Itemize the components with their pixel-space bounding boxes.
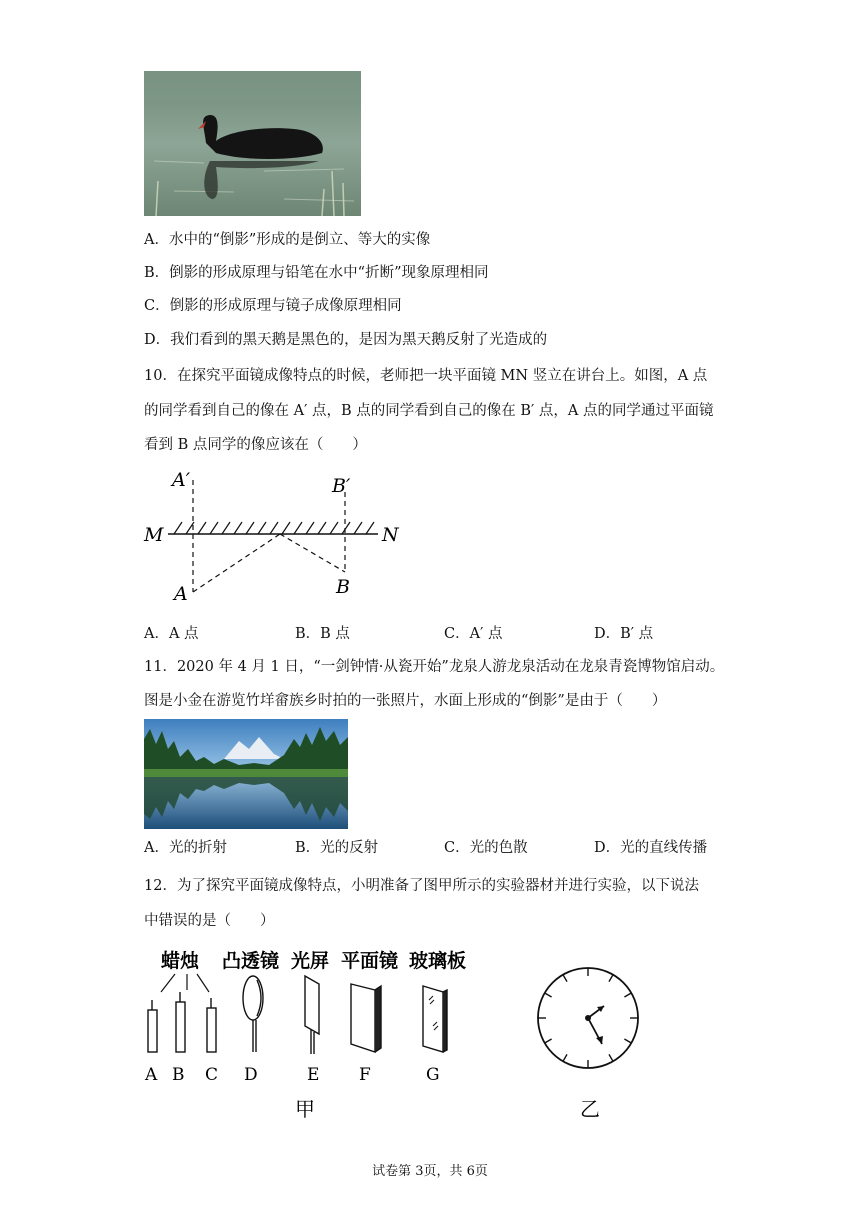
label-a-prime: A′	[172, 469, 191, 491]
label-a: A	[174, 583, 188, 605]
q9-option-c: C．倒影的形成原理与镜子成像原理相同	[144, 298, 402, 314]
letter-b: B	[172, 1065, 185, 1085]
candle-c	[207, 1008, 216, 1052]
q11-line-2: 图是小金在游览竹垟畲族乡时拍的一张照片，水面上形成的“倒影”是由于（ ）	[144, 693, 667, 709]
q9-option-d: D．我们看到的黑天鹅是黑色的，是因为黑天鹅反射了光造成的	[144, 332, 548, 348]
candle-b	[176, 1002, 185, 1052]
light-screen	[305, 976, 319, 1054]
black-swan-photo	[144, 71, 361, 216]
letter-d: D	[244, 1065, 258, 1085]
clock-figure	[538, 968, 638, 1068]
caption-jia: 甲	[295, 1097, 315, 1121]
letter-g: G	[426, 1065, 440, 1085]
letter-f: F	[359, 1065, 371, 1085]
label-screen: 光屏	[291, 950, 330, 972]
label-plane-mirror: 平面镜	[341, 950, 399, 972]
q10-option-c: C．A′ 点	[444, 626, 503, 642]
q10-option-a: A．A 点	[144, 626, 199, 642]
mirror-diagram	[140, 462, 410, 607]
label-b-prime: B′	[332, 475, 351, 497]
letter-c: C	[205, 1065, 219, 1085]
q11-line-1: 11．2020 年 4 月 1 日，“一剑钟情·从瓷开始”龙泉人游龙泉活动在龙泉青瓷博物馆启动。	[144, 659, 725, 675]
lake-reflection-photo	[144, 719, 348, 829]
q11-option-d: D．光的直线传播	[594, 840, 708, 856]
label-convex-lens: 凸透镜	[222, 950, 280, 972]
label-glass-plate: 玻璃板	[409, 950, 467, 972]
label-m: M	[144, 524, 164, 546]
equipment-figure	[135, 940, 655, 1125]
label-candle: 蜡烛	[161, 950, 200, 972]
q11-option-a: A．光的折射	[144, 840, 227, 856]
q12-line-2: 中错误的是（ ）	[144, 913, 275, 929]
letter-a: A	[145, 1065, 158, 1085]
q11-option-b: B．光的反射	[295, 840, 379, 856]
q10-option-d: D．B′ 点	[594, 626, 654, 642]
q10-line-1: 10．在探究平面镜成像特点的时候，老师把一块平面镜 MN 竖立在讲台上。如图，A 点	[144, 368, 708, 384]
letter-e: E	[307, 1065, 320, 1085]
q11-option-c: C．光的色散	[444, 840, 528, 856]
label-b: B	[336, 576, 350, 598]
convex-lens	[243, 976, 263, 1052]
page-footer: 试卷第 3页，共 6页	[372, 1164, 488, 1179]
plane-mirror	[351, 984, 381, 1052]
q10-line-3: 看到 B 点同学的像应该在（ ）	[144, 437, 367, 453]
q12-line-1: 12．为了探究平面镜成像特点，小明准备了图甲所示的实验器材并进行实验，以下说法	[144, 878, 699, 894]
candle-a	[148, 1010, 157, 1052]
q9-option-b: B．倒影的形成原理与铅笔在水中“折断”现象原理相同	[144, 265, 489, 281]
q10-option-b: B．B 点	[295, 626, 350, 642]
label-n: N	[382, 524, 399, 546]
glass-plate	[423, 986, 447, 1052]
q10-line-2: 的同学看到自己的像在 A′ 点，B 点的同学看到自己的像在 B′ 点，A 点的同学通过平面镜	[144, 403, 714, 419]
caption-yi: 乙	[580, 1097, 600, 1121]
q9-option-a: A．水中的“倒影”形成的是倒立、等大的实像	[144, 232, 431, 248]
